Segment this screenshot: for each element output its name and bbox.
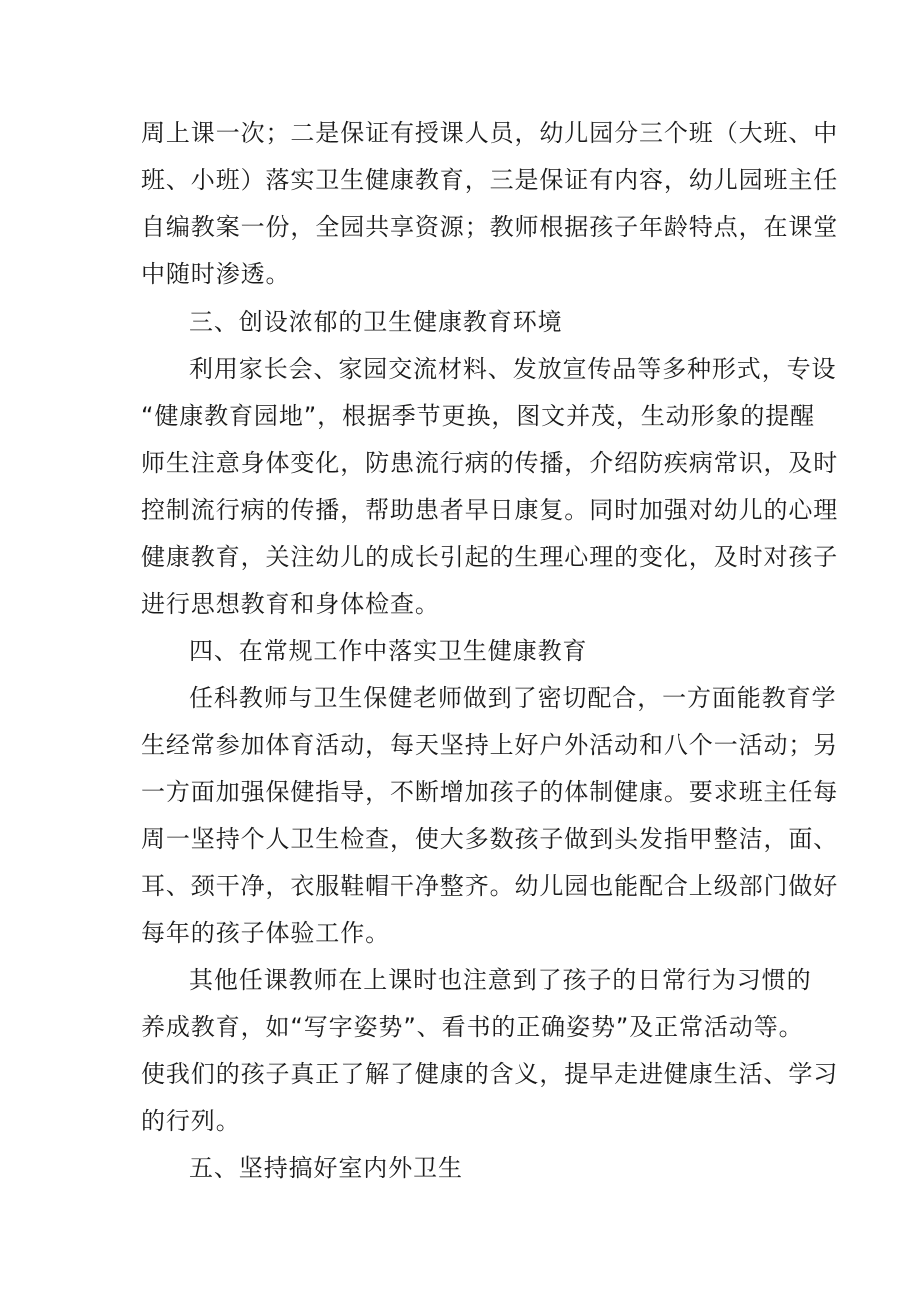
paragraph-first-line: 其他任课教师在上课时也注意到了孩子的日常行为习惯的 [189, 966, 812, 994]
body-text-line: 班、小班）落实卫生健康教育，三是保证有内容，幼儿园班主任 [141, 166, 839, 194]
body-text-line: 的行列。 [141, 1107, 241, 1135]
paragraph-first-line: 利用家长会、家园交流材料、发放宣传品等多种形式，专设 [189, 355, 837, 383]
body-text-line: 进行思想教育和身体检查。 [141, 590, 440, 618]
body-text-line: 周上课一次；二是保证有授课人员，幼儿园分三个班（大班、中 [141, 119, 839, 147]
body-text-line: 耳、颈干净，衣服鞋帽干净整齐。幼儿园也能配合上级部门做好 [141, 872, 839, 900]
body-text-line: 生经常参加体育活动，每天坚持上好户外活动和八个一活动；另 [141, 731, 839, 759]
body-text-line: “健康教育园地”，根据季节更换，图文并茂，生动形象的提醒 [141, 402, 816, 430]
section-heading: 五、坚持搞好室内外卫生 [189, 1154, 463, 1182]
body-text-line: 自编教案一份，全园共享资源；教师根据孩子年龄特点，在课堂 [141, 213, 839, 241]
body-text-line: 使我们的孩子真正了解了健康的含义，提早走进健康生活、学习 [141, 1060, 839, 1088]
body-text-line: 中随时渗透。 [141, 260, 291, 288]
body-text-line: 周一坚持个人卫生检查，使大多数孩子做到头发指甲整洁，面、 [141, 825, 839, 853]
body-text-line: 控制流行病的传播，帮助患者早日康复。同时加强对幼儿的心理 [141, 496, 839, 524]
body-text-line: 健康教育，关注幼儿的成长引起的生理心理的变化，及时对孩子 [141, 543, 839, 571]
body-text-line: 每年的孩子体验工作。 [141, 919, 390, 947]
section-heading: 四、在常规工作中落实卫生健康教育 [189, 637, 588, 665]
body-text-line: 一方面加强保健指导，不断增加孩子的体制健康。要求班主任每 [141, 778, 839, 806]
paragraph-first-line: 任科教师与卫生保健老师做到了密切配合，一方面能教育学 [189, 684, 837, 712]
body-text-line: 养成教育，如“写字姿势”、看书的正确姿势”及正常活动等。 [141, 1013, 804, 1041]
body-text-line: 师生注意身体变化，防患流行病的传播，介绍防疾病常识，及时 [141, 449, 839, 477]
section-heading: 三、创设浓郁的卫生健康教育环境 [189, 308, 563, 336]
